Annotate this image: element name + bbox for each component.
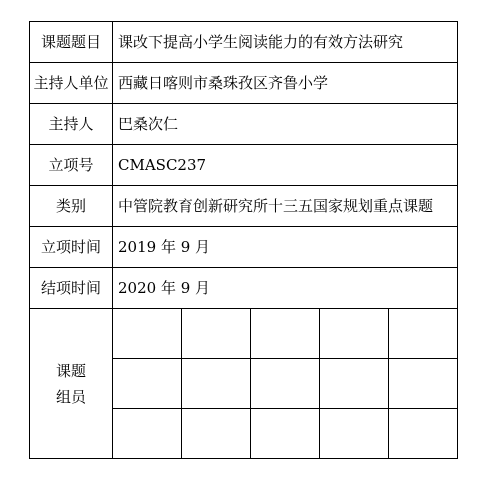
row-category: [30, 186, 458, 227]
member-slot: [113, 409, 182, 459]
member-slot: [319, 409, 388, 459]
member-slot: [319, 309, 388, 359]
member-slot: [182, 309, 251, 359]
label-end-date: 结项时间: [30, 268, 113, 309]
project-info-table: [29, 21, 458, 459]
member-slot: [113, 309, 182, 359]
label-project-title: 课题题目: [30, 22, 113, 63]
members-grid-row: [113, 359, 457, 409]
member-slot: [251, 359, 320, 409]
row-members: [30, 309, 458, 459]
row-project-number: [30, 145, 458, 186]
member-slot: [251, 409, 320, 459]
row-project-title: [30, 22, 458, 63]
row-host: [30, 104, 458, 145]
row-end-date: [30, 268, 458, 309]
label-category: 类别: [30, 186, 113, 227]
member-slot: [388, 309, 457, 359]
row-host-unit: [30, 63, 458, 104]
member-slot: [319, 359, 388, 409]
project-info-sheet: [29, 21, 458, 471]
members-grid-cell: [113, 309, 458, 459]
value-category: 中管院教育创新研究所十三五国家规划重点课题: [113, 186, 458, 227]
value-start-date: 2019 年 9 月: [113, 227, 458, 268]
value-project-number: CMASC237: [113, 145, 458, 186]
members-label-line2: 组员: [55, 387, 86, 406]
label-members: [30, 309, 113, 459]
member-slot: [251, 309, 320, 359]
member-slot: [182, 359, 251, 409]
row-start-date: [30, 227, 458, 268]
label-project-number: 立项号: [30, 145, 113, 186]
members-grid: [113, 309, 457, 458]
value-host: 巴桑次仁: [113, 104, 458, 145]
value-end-date: 2020 年 9 月: [113, 268, 458, 309]
member-slot: [388, 359, 457, 409]
label-start-date: 立项时间: [30, 227, 113, 268]
value-host-unit: 西藏日喀则市桑珠孜区齐鲁小学: [113, 63, 458, 104]
label-host: 主持人: [30, 104, 113, 145]
value-project-title: 课改下提高小学生阅读能力的有效方法研究: [113, 22, 458, 63]
member-slot: [388, 409, 457, 459]
members-grid-row: [113, 409, 457, 459]
members-label-line1: 课题: [55, 361, 86, 380]
member-slot: [113, 359, 182, 409]
member-slot: [182, 409, 251, 459]
members-grid-row: [113, 309, 457, 359]
label-host-unit: 主持人单位: [30, 63, 113, 104]
